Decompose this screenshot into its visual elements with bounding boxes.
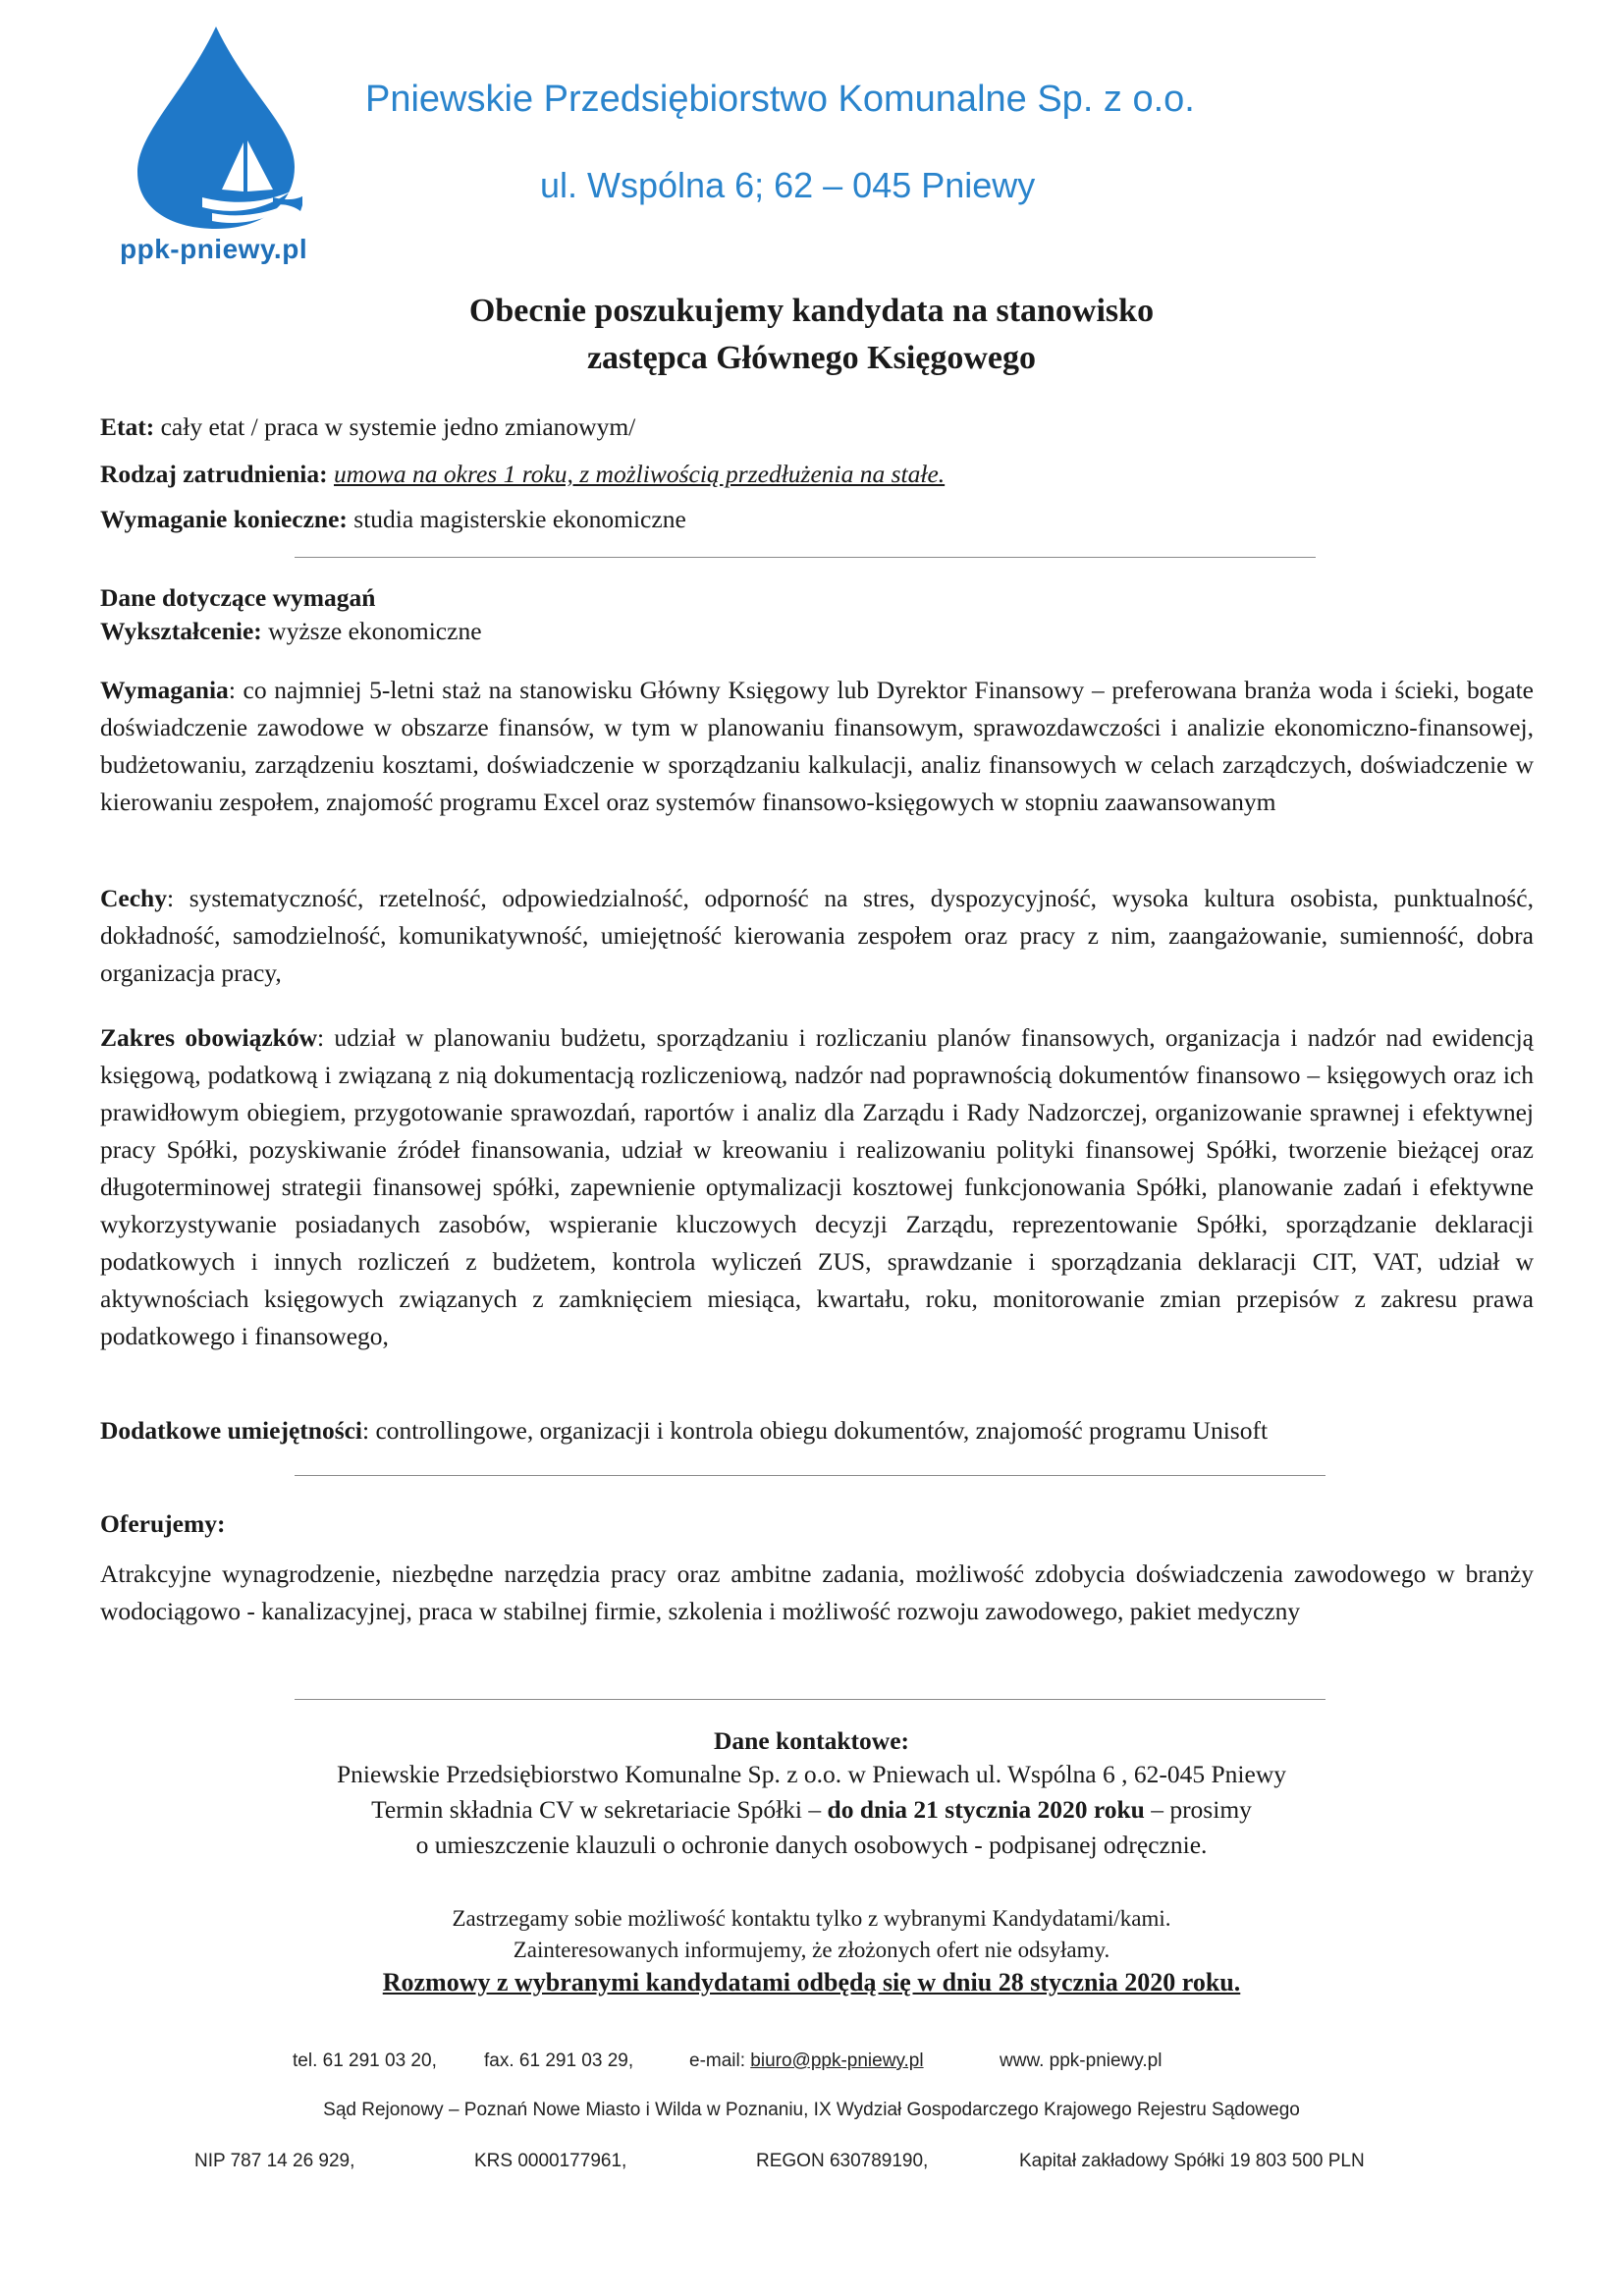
education-line (100, 613, 482, 650)
education-label: Wykształcenie: (100, 617, 262, 645)
wymaganie-label: Wymaganie konieczne: (100, 505, 348, 533)
footer-nip: NIP 787 14 26 929, (194, 2151, 355, 2171)
footer-www[interactable]: www. ppk-pniewy.pl (1000, 2050, 1163, 2071)
etat-value: cały etat / praca w systemie jedno zmianowym/ (154, 412, 636, 441)
divider (295, 557, 1316, 558)
duties-paragraph (100, 1019, 1534, 1355)
footer-tel: tel. 61 291 03 20, (293, 2050, 437, 2071)
footer-email-line (689, 2050, 924, 2072)
wymaganie-line (100, 501, 686, 538)
deadline: do dnia 21 stycznia 2020 roku (827, 1795, 1145, 1824)
footer-court: Sąd Rejonowy – Poznań Nowe Miasto i Wilda w Poznaniu, IX Wydział Gospodarczego Krajowego Rejestru Sądowego (323, 2100, 1300, 2120)
rodzaj-label: Rodzaj zatrudnienia: (100, 460, 328, 488)
footer-email-label: e-mail: (689, 2050, 751, 2071)
requirements-heading: Dane dotyczące wymagań (100, 583, 376, 612)
offer-heading: Oferujemy: (100, 1509, 226, 1538)
traits-label: Cechy (100, 884, 167, 912)
requirements-label: Wymagania (100, 676, 229, 704)
page-title-line2: zastępca Głównego Księgowego (586, 340, 1037, 376)
education-value: wyższe ekonomiczne (261, 617, 482, 645)
etat-label: Etat: (100, 412, 155, 441)
footer-krs: KRS 0000177961, (474, 2151, 627, 2171)
wymaganie-value: studia magisterskie ekonomiczne (347, 505, 686, 533)
footer-email-link[interactable]: biuro@ppk-pniewy.pl (750, 2050, 924, 2071)
duties-label: Zakres obowiązków (100, 1023, 317, 1052)
logo-url: ppk-pniewy.pl (120, 234, 308, 264)
divider (295, 1475, 1325, 1476)
contact-heading: Dane kontaktowe: (713, 1726, 910, 1755)
interview-notice: Rozmowy z wybranymi kandydatami odbędą się w dniu 28 stycznia 2020 roku. (382, 1968, 1241, 1996)
contact-line3: o umieszczenie klauzuli o ochronie danych osobowych - podpisanej odręcznie. (415, 1831, 1208, 1859)
extra-skills-label: Dodatkowe umiejętności (100, 1416, 363, 1445)
etat-line (100, 409, 635, 446)
company-name: Pniewskie Przedsiębiorstwo Komunalne Sp. z o.o. (365, 79, 1195, 120)
requirements-paragraph (100, 672, 1534, 821)
page-title-line1: Obecnie poszukujemy kandydata na stanowisko (468, 293, 1155, 329)
divider (295, 1699, 1325, 1700)
water-drop-logo-icon (126, 25, 302, 231)
footer-capital: Kapitał zakładowy Spółki 19 803 500 PLN (1019, 2151, 1365, 2171)
rodzaj-value: umowa na okres 1 roku, z możliwością przedłużenia na stałe. (334, 460, 946, 488)
contact-note1: Zastrzegamy sobie możliwość kontaktu tylko z wybranymi Kandydatami/kami. (452, 1906, 1171, 1931)
contact-line2: Termin składnia CV w sekretariacie Spółki – do dnia 21 stycznia 2020 roku – prosimy (371, 1795, 1252, 1824)
company-address: ul. Wspólna 6; 62 – 045 Pniewy (540, 165, 1036, 205)
contact-note2: Zainteresowanych informujemy, że złożonych ofert nie odsyłamy. (513, 1938, 1110, 1962)
offer-text: Atrakcyjne wynagrodzenie, niezbędne narzędzia pracy oraz ambitne zadania, możliwość zdobycia doświadczenia zawodowego w branży wodociągowo - kanalizacyjnej, praca w stabilnej firmie, szkolenia i możliwość rozwoju zawodowego, pakiet medyczny (100, 1559, 1534, 1625)
traits-paragraph (100, 880, 1534, 992)
footer-fax: fax. 61 291 03 29, (484, 2050, 634, 2071)
extra-skills-paragraph (100, 1412, 1534, 1449)
contact-line1: Pniewskie Przedsiębiorstwo Komunalne Sp. z o.o. w Pniewach ul. Wspólna 6 , 62-045 Pniewy (337, 1760, 1286, 1788)
rodzaj-line (100, 456, 945, 493)
extra-skills-text: : controllingowe, organizacji i kontrola obiegu dokumentów, znajomość programu Unisoft (362, 1416, 1269, 1445)
requirements-text: : co najmniej 5-letni staż na stanowisku Główny Księgowy lub Dyrektor Finansowy – preferowana branża woda i ścieki, bogate doświadczenie zawodowe w obszarze finansów, w tym w planowaniu finansowym, sprawozdawczości i analizie ekonomiczno-finansowej, budżetowaniu, zarządzeniu kosztami, doświadczenie w sporządzaniu kalkulacji, analiz finansowych w celach zarządczych, doświadczenie w kierowaniu zespołem, znajomość programu Excel oraz systemów finansowo-księgowych w stopniu zaawansowanym (100, 676, 1534, 816)
traits-text: : systematyczność, rzetelność, odpowiedzialność, odporność na stres, dyspozycyjność, wysoka kultura osobista, punktualność, dokładność, samodzielność, komunikatywność, umiejętność kierowania zespołem oraz pracy z nim, zaangażowanie, sumienność, dobra organizacja pracy, (100, 884, 1534, 987)
duties-text: : udział w planowaniu budżetu, sporządzaniu i rozliczaniu planów finansowych, organizacja i nadzór nad ewidencją księgową, podatkową i związaną z nią dokumentacją rozliczeniową, nadzór nad poprawnością dokumentów finansowo – księgowych oraz ich prawidłowym obiegiem, przygotowanie sprawozdań, raportów i analiz dla Zarządu i Rady Nadzorczej, organizowanie sprawnej i efektywnej pracy Spółki, pozyskiwanie źródeł finansowania, udział w kreowaniu i realizowaniu polityki finansowej Spółki, tworzenie bieżącej oraz długoterminowej strategii finansowej spółki, zapewnienie optymalizacji kosztowej funkcjonowania Spółki, planowanie zadań i efektywne wykorzystywanie posiadanych zasobów, wspieranie kluczowych decyzji Zarządu, reprezentowanie Spółki, sporządzanie deklaracji podatkowych i innych rozliczeń z budżetem, kontrola wyliczeń ZUS, sprawdzanie i sporządzania deklaracji CIT, VAT, udział w aktywnościach księgowych związanych z zamknięciem miesiąca, kwartału, roku, monitorowanie zmian przepisów z zakresu prawa podatkowego i finansowego, (100, 1023, 1534, 1350)
footer-regon: REGON 630789190, (756, 2151, 929, 2171)
